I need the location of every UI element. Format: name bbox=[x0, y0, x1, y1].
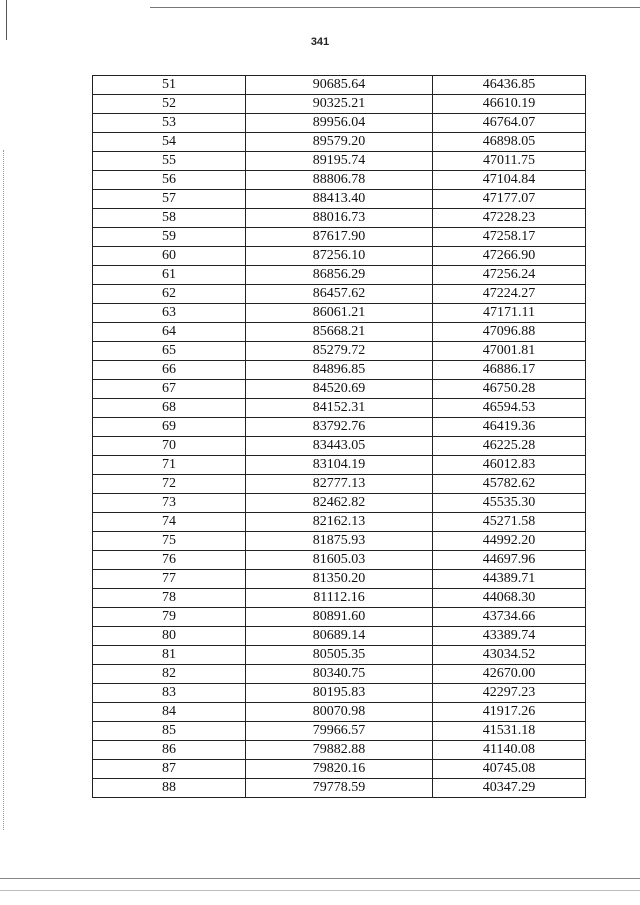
y-coordinate-cell: 43389.74 bbox=[433, 627, 586, 646]
x-coordinate-cell: 80891.60 bbox=[246, 608, 433, 627]
x-coordinate-cell: 79882.88 bbox=[246, 741, 433, 760]
table-row bbox=[93, 551, 586, 570]
table-row bbox=[93, 722, 586, 741]
y-coordinate-cell: 44992.20 bbox=[433, 532, 586, 551]
table-row bbox=[93, 304, 586, 323]
x-coordinate-cell: 81875.93 bbox=[246, 532, 433, 551]
x-coordinate-cell: 80340.75 bbox=[246, 665, 433, 684]
table-row bbox=[93, 228, 586, 247]
x-coordinate-cell: 90325.21 bbox=[246, 95, 433, 114]
y-coordinate-cell: 46610.19 bbox=[433, 95, 586, 114]
x-coordinate-cell: 83792.76 bbox=[246, 418, 433, 437]
point-number-cell: 79 bbox=[93, 608, 246, 627]
table-row bbox=[93, 437, 586, 456]
point-number-cell: 73 bbox=[93, 494, 246, 513]
table-row bbox=[93, 589, 586, 608]
x-coordinate-cell: 86061.21 bbox=[246, 304, 433, 323]
point-number-cell: 54 bbox=[93, 133, 246, 152]
point-number-cell: 58 bbox=[93, 209, 246, 228]
y-coordinate-cell: 46764.07 bbox=[433, 114, 586, 133]
y-coordinate-cell: 44389.71 bbox=[433, 570, 586, 589]
point-number-cell: 85 bbox=[93, 722, 246, 741]
y-coordinate-cell: 41140.08 bbox=[433, 741, 586, 760]
table-row bbox=[93, 703, 586, 722]
table-row bbox=[93, 627, 586, 646]
x-coordinate-cell: 82777.13 bbox=[246, 475, 433, 494]
x-coordinate-cell: 80070.98 bbox=[246, 703, 433, 722]
x-coordinate-cell: 88016.73 bbox=[246, 209, 433, 228]
x-coordinate-cell: 86457.62 bbox=[246, 285, 433, 304]
table-row bbox=[93, 133, 586, 152]
point-number-cell: 71 bbox=[93, 456, 246, 475]
y-coordinate-cell: 47011.75 bbox=[433, 152, 586, 171]
table-row bbox=[93, 665, 586, 684]
point-number-cell: 72 bbox=[93, 475, 246, 494]
scan-edge-top bbox=[150, 7, 640, 8]
y-coordinate-cell: 46594.53 bbox=[433, 399, 586, 418]
y-coordinate-cell: 46436.85 bbox=[433, 76, 586, 95]
table-row bbox=[93, 418, 586, 437]
y-coordinate-cell: 47228.23 bbox=[433, 209, 586, 228]
scan-edge-left bbox=[6, 0, 7, 40]
table-row bbox=[93, 285, 586, 304]
x-coordinate-cell: 88806.78 bbox=[246, 171, 433, 190]
point-number-cell: 56 bbox=[93, 171, 246, 190]
x-coordinate-cell: 79966.57 bbox=[246, 722, 433, 741]
y-coordinate-cell: 45782.62 bbox=[433, 475, 586, 494]
x-coordinate-cell: 79778.59 bbox=[246, 779, 433, 798]
point-number-cell: 76 bbox=[93, 551, 246, 570]
table-row bbox=[93, 190, 586, 209]
table-row bbox=[93, 266, 586, 285]
point-number-cell: 80 bbox=[93, 627, 246, 646]
table-row bbox=[93, 76, 586, 95]
x-coordinate-cell: 81112.16 bbox=[246, 589, 433, 608]
y-coordinate-cell: 41531.18 bbox=[433, 722, 586, 741]
point-number-cell: 83 bbox=[93, 684, 246, 703]
x-coordinate-cell: 80689.14 bbox=[246, 627, 433, 646]
y-coordinate-cell: 47171.11 bbox=[433, 304, 586, 323]
x-coordinate-cell: 87617.90 bbox=[246, 228, 433, 247]
y-coordinate-cell: 44697.96 bbox=[433, 551, 586, 570]
y-coordinate-cell: 43734.66 bbox=[433, 608, 586, 627]
point-number-cell: 62 bbox=[93, 285, 246, 304]
y-coordinate-cell: 43034.52 bbox=[433, 646, 586, 665]
table-row bbox=[93, 114, 586, 133]
table-row bbox=[93, 475, 586, 494]
point-number-cell: 59 bbox=[93, 228, 246, 247]
scan-edge-bottom bbox=[0, 878, 640, 879]
y-coordinate-cell: 42297.23 bbox=[433, 684, 586, 703]
y-coordinate-cell: 45535.30 bbox=[433, 494, 586, 513]
table-row bbox=[93, 323, 586, 342]
y-coordinate-cell: 46225.28 bbox=[433, 437, 586, 456]
table-row bbox=[93, 209, 586, 228]
y-coordinate-cell: 46419.36 bbox=[433, 418, 586, 437]
point-number-cell: 52 bbox=[93, 95, 246, 114]
point-number-cell: 67 bbox=[93, 380, 246, 399]
table-row bbox=[93, 532, 586, 551]
y-coordinate-cell: 47256.24 bbox=[433, 266, 586, 285]
point-number-cell: 87 bbox=[93, 760, 246, 779]
y-coordinate-cell: 47224.27 bbox=[433, 285, 586, 304]
table-row bbox=[93, 171, 586, 190]
table-row bbox=[93, 456, 586, 475]
table-row bbox=[93, 608, 586, 627]
point-number-cell: 82 bbox=[93, 665, 246, 684]
table-row bbox=[93, 646, 586, 665]
table-row bbox=[93, 380, 586, 399]
table-row bbox=[93, 152, 586, 171]
point-number-cell: 74 bbox=[93, 513, 246, 532]
point-number-cell: 68 bbox=[93, 399, 246, 418]
scan-edge-left-dotted bbox=[3, 150, 5, 830]
y-coordinate-cell: 47258.17 bbox=[433, 228, 586, 247]
x-coordinate-cell: 80505.35 bbox=[246, 646, 433, 665]
table-row bbox=[93, 513, 586, 532]
point-number-cell: 53 bbox=[93, 114, 246, 133]
y-coordinate-cell: 47096.88 bbox=[433, 323, 586, 342]
table-row bbox=[93, 779, 586, 798]
y-coordinate-cell: 46012.83 bbox=[433, 456, 586, 475]
y-coordinate-cell: 47177.07 bbox=[433, 190, 586, 209]
page-number: 341 bbox=[310, 36, 330, 48]
x-coordinate-cell: 83104.19 bbox=[246, 456, 433, 475]
table-row bbox=[93, 399, 586, 418]
y-coordinate-cell: 46750.28 bbox=[433, 380, 586, 399]
x-coordinate-cell: 83443.05 bbox=[246, 437, 433, 456]
x-coordinate-cell: 88413.40 bbox=[246, 190, 433, 209]
x-coordinate-cell: 89956.04 bbox=[246, 114, 433, 133]
y-coordinate-cell: 40745.08 bbox=[433, 760, 586, 779]
table-row bbox=[93, 95, 586, 114]
table-row bbox=[93, 684, 586, 703]
x-coordinate-cell: 85279.72 bbox=[246, 342, 433, 361]
x-coordinate-cell: 82162.13 bbox=[246, 513, 433, 532]
y-coordinate-cell: 46898.05 bbox=[433, 133, 586, 152]
x-coordinate-cell: 82462.82 bbox=[246, 494, 433, 513]
x-coordinate-cell: 86856.29 bbox=[246, 266, 433, 285]
y-coordinate-cell: 47104.84 bbox=[433, 171, 586, 190]
point-number-cell: 75 bbox=[93, 532, 246, 551]
y-coordinate-cell: 47001.81 bbox=[433, 342, 586, 361]
x-coordinate-cell: 79820.16 bbox=[246, 760, 433, 779]
point-number-cell: 64 bbox=[93, 323, 246, 342]
coordinates-table bbox=[92, 75, 586, 798]
y-coordinate-cell: 44068.30 bbox=[433, 589, 586, 608]
x-coordinate-cell: 81350.20 bbox=[246, 570, 433, 589]
x-coordinate-cell: 84896.85 bbox=[246, 361, 433, 380]
table-row bbox=[93, 361, 586, 380]
y-coordinate-cell: 40347.29 bbox=[433, 779, 586, 798]
x-coordinate-cell: 90685.64 bbox=[246, 76, 433, 95]
point-number-cell: 60 bbox=[93, 247, 246, 266]
point-number-cell: 63 bbox=[93, 304, 246, 323]
y-coordinate-cell: 41917.26 bbox=[433, 703, 586, 722]
scan-edge-bottom-secondary bbox=[0, 890, 640, 891]
table-row bbox=[93, 760, 586, 779]
x-coordinate-cell: 89579.20 bbox=[246, 133, 433, 152]
x-coordinate-cell: 87256.10 bbox=[246, 247, 433, 266]
point-number-cell: 61 bbox=[93, 266, 246, 285]
point-number-cell: 66 bbox=[93, 361, 246, 380]
x-coordinate-cell: 80195.83 bbox=[246, 684, 433, 703]
y-coordinate-cell: 45271.58 bbox=[433, 513, 586, 532]
point-number-cell: 88 bbox=[93, 779, 246, 798]
point-number-cell: 84 bbox=[93, 703, 246, 722]
table-row bbox=[93, 247, 586, 266]
y-coordinate-cell: 46886.17 bbox=[433, 361, 586, 380]
point-number-cell: 69 bbox=[93, 418, 246, 437]
table-row bbox=[93, 342, 586, 361]
point-number-cell: 86 bbox=[93, 741, 246, 760]
x-coordinate-cell: 89195.74 bbox=[246, 152, 433, 171]
y-coordinate-cell: 47266.90 bbox=[433, 247, 586, 266]
point-number-cell: 55 bbox=[93, 152, 246, 171]
point-number-cell: 57 bbox=[93, 190, 246, 209]
table-row bbox=[93, 494, 586, 513]
point-number-cell: 81 bbox=[93, 646, 246, 665]
x-coordinate-cell: 84152.31 bbox=[246, 399, 433, 418]
table-row bbox=[93, 741, 586, 760]
x-coordinate-cell: 85668.21 bbox=[246, 323, 433, 342]
point-number-cell: 70 bbox=[93, 437, 246, 456]
y-coordinate-cell: 42670.00 bbox=[433, 665, 586, 684]
point-number-cell: 78 bbox=[93, 589, 246, 608]
x-coordinate-cell: 84520.69 bbox=[246, 380, 433, 399]
table-body bbox=[93, 76, 586, 798]
point-number-cell: 65 bbox=[93, 342, 246, 361]
point-number-cell: 51 bbox=[93, 76, 246, 95]
table-row bbox=[93, 570, 586, 589]
x-coordinate-cell: 81605.03 bbox=[246, 551, 433, 570]
point-number-cell: 77 bbox=[93, 570, 246, 589]
